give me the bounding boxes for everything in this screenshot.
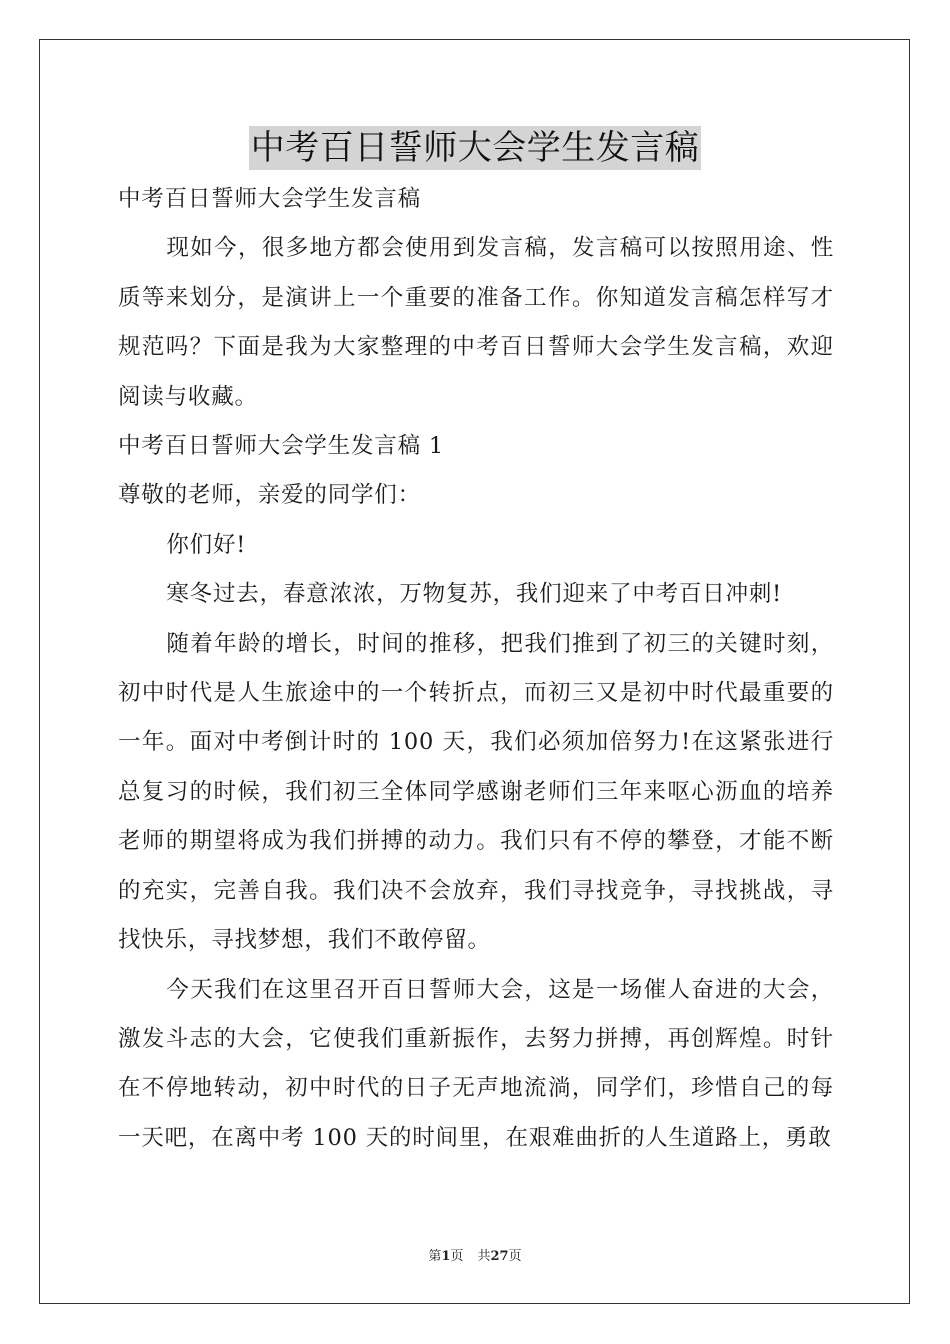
- page-current: 1: [441, 1249, 451, 1264]
- page-footer: [0, 1248, 950, 1266]
- page-prefix: 第: [428, 1249, 442, 1264]
- page-suffix: 页: [450, 1249, 464, 1264]
- page-total: 27: [490, 1249, 509, 1264]
- document-body: [118, 175, 834, 1163]
- total-prefix: 共: [477, 1249, 491, 1264]
- title-container: [0, 126, 950, 170]
- paragraph: 随着年龄的增长，时间的推移，把我们推到了初三的关键时刻，初中时代是人生旅途中的一个转折点，而初三又是初中时代最重要的一年。面对中考倒计时的 100 天，我们必须加倍努力!在这紧张进行总复习的时候，我们初三全体同学感谢老师们三年来呕心沥血的培养老师的期望将成为我们拼搏的动力。我们只有不停的攀登，才能不断的充实，完善自我。我们决不会放弃，我们寻找竞争，寻找挑战，寻找快乐，寻找梦想，我们不敢停留。: [118, 630, 834, 954]
- section-heading: 中考百日誓师大会学生发言稿 1: [118, 433, 444, 460]
- paragraph: 你们好!: [166, 531, 247, 558]
- salutation: 尊敬的老师，亲爱的同学们：: [118, 482, 421, 509]
- document-title: 中考百日誓师大会学生发言稿: [250, 128, 700, 168]
- paragraph: 现如今，很多地方都会使用到发言稿，发言稿可以按照用途、性质等来划分，是演讲上一个重要的准备工作。你知道发言稿怎样写才规范吗？下面是我为大家整理的中考百日誓师大会学生发言稿，欢迎阅读与收藏。: [118, 235, 834, 410]
- total-suffix: 页: [508, 1249, 522, 1264]
- paragraph: 今天我们在这里召开百日誓师大会，这是一场催人奋进的大会，激发斗志的大会，它使我们重新振作，去努力拼搏，再创辉煌。时针在不停地转动，初中时代的日子无声地流淌，同学们，珍惜自己的每一天吧，在离中考 100 天的时间里，在艰难曲折的人生道路上，勇敢: [118, 976, 834, 1151]
- paragraph: 中考百日誓师大会学生发言稿: [118, 186, 421, 212]
- paragraph: 寒冬过去，春意浓浓，万物复苏，我们迎来了中考百日冲刺!: [166, 581, 783, 608]
